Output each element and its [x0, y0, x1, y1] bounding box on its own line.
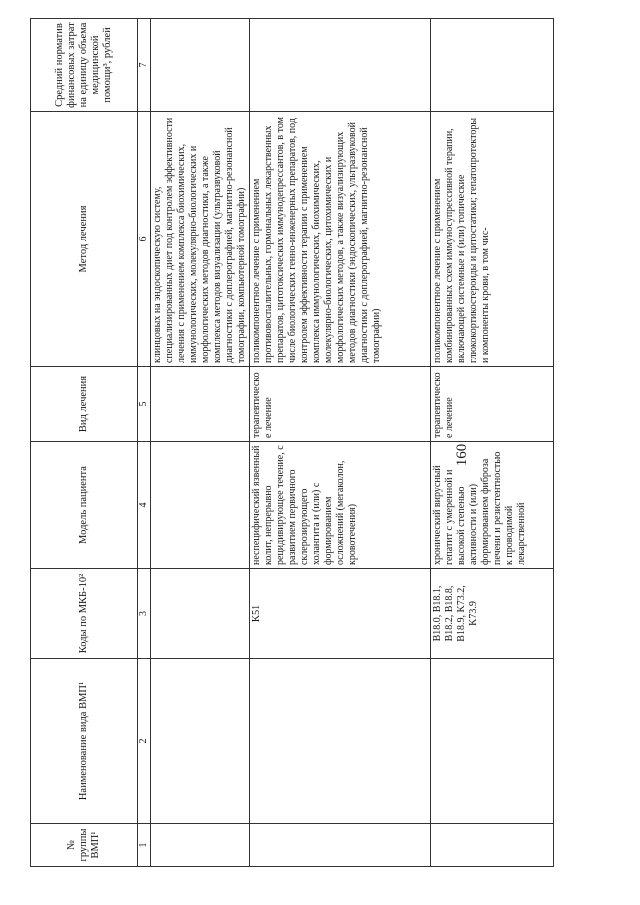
header-treatment-method: Метод лечения [31, 112, 138, 367]
column-number: 6 [138, 112, 151, 367]
treatment-type-cell: терапевтическое лечение [250, 367, 431, 442]
group-number-cell [431, 824, 554, 867]
table-row [431, 19, 554, 867]
header-group-number: № группы ВМП¹ [31, 824, 138, 867]
icd-codes-cell: B18.0, B18.1, B18.2, B18.8, B18.9, K73.2, K73.9 [431, 569, 554, 659]
column-number: 4 [138, 442, 151, 569]
header-row [31, 19, 138, 867]
vmp-name-cell [151, 659, 250, 824]
header-vmp-name: Наименование вида ВМП¹ [31, 659, 138, 824]
column-number: 3 [138, 569, 151, 659]
column-number-row [138, 19, 151, 867]
page-number: 160 [454, 443, 470, 467]
table-row [151, 19, 250, 867]
icd-codes-cell [151, 569, 250, 659]
icd-codes-cell: K51 [250, 569, 431, 659]
avg-cost-cell [431, 19, 554, 112]
treatment-type-cell [151, 367, 250, 442]
patient-model-cell [151, 442, 250, 569]
group-number-cell [250, 824, 431, 867]
treatment-method-cell: клинцовых на эндоскопическую систему, специализированных диет под контролем эффективности лечения с применением комплекса биохимических, иммунологических, молекулярно-биологических и морфологических методов диагностики, а также комплекса методов визуализации (ультразвуковой диагностики с доплерографией, магнитно-резонансной томографии, компьютерной томографии) [151, 112, 250, 367]
avg-cost-cell [151, 19, 250, 112]
header-avg-cost: Средний норматив финансовых затрат на единицу объема медицинской помощи³, рублей [31, 19, 138, 112]
avg-cost-cell [250, 19, 431, 112]
vmp-name-cell [431, 659, 554, 824]
column-number: 7 [138, 19, 151, 112]
header-icd-codes: Коды по МКБ-10² [31, 569, 138, 659]
column-number: 5 [138, 367, 151, 442]
treatment-method-cell: поликомпонентное лечение с применением комбинированных схем иммуносупрессивной терапии, включающей системные и (или) топические глюкокортикостероиды и цитостатики; гепатопротекторы и компоненты крови, в том чис- [431, 112, 554, 367]
column-number: 2 [138, 659, 151, 824]
vmp-name-cell [250, 659, 431, 824]
patient-model-cell: хронический вирусный гепатит с умеренной и высокой степенью активности и (или) формированием фиброза печени и резистентностью к проводимой лекарственной [431, 442, 554, 569]
header-patient-model: Модель пациента [31, 442, 138, 569]
treatment-type-cell: терапевтическое лечение [431, 367, 554, 442]
treatment-method-cell: поликомпонентное лечение с применением противовоспалительных, гормональных лекарственных препаратов, цитотоксических иммунодепрессантов, в том числе биологических генно-инженерных препаратов, под контролем эффективности терапии с применением комплекса иммунологических, биохимических, молекулярно-биологических, цитохимических и морфологических методов, а также визуализирующих методов диагностики (эндоскопических, ультразвуковой диагностики с доплерографией, магнитно-резонансной томографии) [250, 112, 431, 367]
patient-model-cell: неспецифический язвенный колит, непрерывно рецидивирующее течение, с развитием первичного склерозирующего холангита и (или) с формированием осложнений (мегаколон, кровотечения) [250, 442, 431, 569]
table-row [250, 19, 431, 867]
column-number: 1 [138, 824, 151, 867]
vmp-table [30, 18, 554, 867]
group-number-cell [151, 824, 250, 867]
header-treatment-type: Вид лечения [31, 367, 138, 442]
